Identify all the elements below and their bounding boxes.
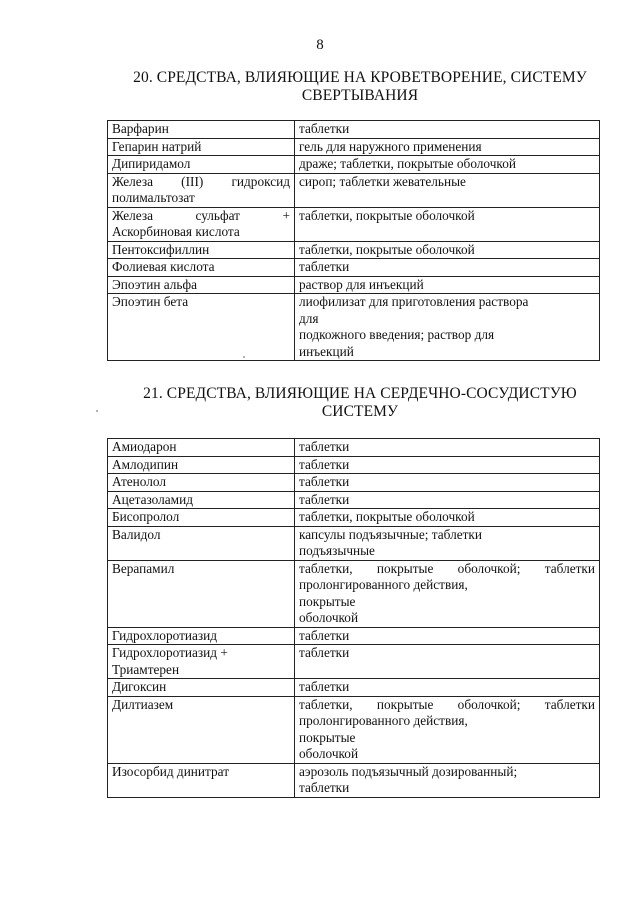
dosage-form-line: таблетки <box>299 474 350 489</box>
drug-name-line: Эпоэтин бета <box>112 294 189 309</box>
table-row <box>108 207 600 241</box>
drug-name-line: Железа (III) гидроксид <box>112 173 290 189</box>
dosage-form-line: аэрозоль подъязычный дозированный; <box>299 763 518 779</box>
dosage-form-cell <box>295 491 600 509</box>
section-20-table-body <box>108 121 600 361</box>
table-row <box>108 491 600 509</box>
dosage-form-line: таблетки <box>299 679 350 694</box>
dosage-form-line: сироп; таблетки жевательные <box>299 173 466 189</box>
drug-name-cell <box>108 138 295 156</box>
drug-name-cell <box>108 763 295 797</box>
section-21-heading <box>110 385 610 421</box>
drug-name-cell <box>108 207 295 241</box>
dosage-form-line: таблетки, покрытые оболочкой <box>299 207 475 223</box>
dosage-form-line: таблетки <box>299 121 350 136</box>
dosage-form-cell <box>295 138 600 156</box>
dosage-form-cell <box>295 474 600 492</box>
dosage-form-cell <box>295 241 600 259</box>
drug-name-line: полимальтозат <box>112 190 195 205</box>
table-row <box>108 474 600 492</box>
table-row <box>108 439 600 457</box>
dosage-form-cell <box>295 439 600 457</box>
dosage-form-cell <box>295 121 600 139</box>
drug-name-line: Амиодарон <box>112 439 177 454</box>
dosage-form-cell <box>295 526 600 560</box>
section-21-title-line1: 21. СРЕДСТВА, ВЛИЯЮЩИЕ НА СЕРДЕЧНО-СОСУДИСТУЮ <box>143 385 577 402</box>
table-row <box>108 121 600 139</box>
dosage-form-cell <box>295 156 600 174</box>
drug-name-cell <box>108 526 295 560</box>
drug-name-cell <box>108 259 295 277</box>
drug-name-cell <box>108 509 295 527</box>
table-row <box>108 645 600 679</box>
drug-name-cell <box>108 156 295 174</box>
dosage-form-line: таблетки <box>299 259 350 274</box>
drug-name-line: Бисопролол <box>112 509 180 524</box>
drug-name-cell <box>108 276 295 294</box>
drug-name-line: Ацетазоламид <box>112 491 193 507</box>
dosage-form-cell <box>295 696 600 763</box>
dosage-form-line: оболочкой <box>299 610 359 625</box>
dosage-form-line: таблетки <box>299 645 350 660</box>
drug-name-line: Гидрохлоротиазид <box>112 627 218 643</box>
drug-name-cell <box>108 560 295 627</box>
drug-name-cell <box>108 241 295 259</box>
drug-name-line: Верапамил <box>112 560 175 576</box>
drug-name-line: Дигоксин <box>112 679 167 694</box>
table-row <box>108 156 600 174</box>
table-row <box>108 509 600 527</box>
table-row <box>108 526 600 560</box>
dosage-form-line: подъязычные <box>299 543 375 558</box>
dosage-form-line: лиофилизат для приготовления раствора <box>299 294 529 309</box>
dosage-form-cell <box>295 294 600 361</box>
dosage-form-line: таблетки, покрытые оболочкой; таблетки <box>299 696 595 712</box>
dosage-form-line: инъекций <box>299 343 354 359</box>
drug-name-line: Триамтерен <box>112 661 180 677</box>
drug-name-cell <box>108 645 295 679</box>
page-number: 8 <box>316 37 324 53</box>
table-row <box>108 276 600 294</box>
dosage-form-line: пролонгированного действия, <box>299 577 468 592</box>
section-21-table <box>107 438 600 798</box>
drug-name-line: Гепарин натрий <box>112 138 202 154</box>
drug-name-cell <box>108 474 295 492</box>
table-row <box>108 456 600 474</box>
dosage-form-line: покрытые <box>299 729 356 745</box>
section-20-table <box>107 120 600 361</box>
drug-name-cell <box>108 173 295 207</box>
dosage-form-line: драже; таблетки, покрытые оболочкой <box>299 156 516 171</box>
drug-name-line: Фолиевая кислота <box>112 259 215 274</box>
drug-name-cell <box>108 491 295 509</box>
table-row <box>108 560 600 627</box>
dosage-form-line: подкожного введения; раствор для <box>299 327 495 342</box>
dosage-form-line: таблетки <box>299 780 350 795</box>
dosage-form-cell <box>295 627 600 645</box>
table-row <box>108 259 600 277</box>
dosage-form-cell <box>295 645 600 679</box>
drug-name-cell <box>108 121 295 139</box>
drug-name-line: Пентоксифиллин <box>112 241 210 257</box>
drug-name-cell <box>108 294 295 361</box>
dosage-form-line: таблетки <box>299 627 350 643</box>
dosage-form-line: пролонгированного действия, <box>299 713 468 728</box>
dosage-form-line: таблетки <box>299 491 350 507</box>
dosage-form-line: таблетки <box>299 456 350 472</box>
drug-name-line: Железа сульфат + <box>112 207 290 223</box>
scan-speck <box>96 410 98 412</box>
drug-name-line: Эпоэтин альфа <box>112 276 198 292</box>
drug-name-line: Амлодипин <box>112 456 179 472</box>
dosage-form-cell <box>295 560 600 627</box>
table-row <box>108 241 600 259</box>
drug-name-cell <box>108 679 295 697</box>
drug-name-line: Изосорбид динитрат <box>112 763 230 779</box>
drug-name-cell <box>108 456 295 474</box>
drug-name-cell <box>108 627 295 645</box>
drug-name-line: Аскорбиновая кислота <box>112 224 240 239</box>
dosage-form-line: капсулы подъязычные; таблетки <box>299 526 483 542</box>
drug-name-cell <box>108 696 295 763</box>
drug-name-line: Дипиридамол <box>112 156 191 171</box>
dosage-form-cell <box>295 509 600 527</box>
scan-speck <box>243 356 245 358</box>
section-21-title-line2: СИСТЕМУ <box>321 403 399 420</box>
table-row <box>108 294 600 361</box>
table-row <box>108 627 600 645</box>
drug-name-line: Валидол <box>112 526 161 542</box>
dosage-form-line: раствор для инъекций <box>299 276 424 292</box>
dosage-form-cell <box>295 456 600 474</box>
section-21-table-body <box>108 439 600 798</box>
table-row <box>108 138 600 156</box>
dosage-form-line: оболочкой <box>299 746 359 761</box>
dosage-form-line: таблетки, покрытые оболочкой <box>299 241 475 257</box>
table-row <box>108 696 600 763</box>
section-20-heading <box>110 69 610 105</box>
drug-name-cell <box>108 439 295 457</box>
dosage-form-line: таблетки <box>299 439 350 454</box>
section-20-title-line1: 20. СРЕДСТВА, ВЛИЯЮЩИЕ НА КРОВЕТВОРЕНИЕ, СИСТЕМУ <box>133 69 587 86</box>
dosage-form-cell <box>295 207 600 241</box>
dosage-form-cell <box>295 173 600 207</box>
dosage-form-line: гель для наружного применения <box>299 138 482 154</box>
table-row <box>108 763 600 797</box>
dosage-form-line: таблетки, покрытые оболочкой <box>299 509 475 524</box>
drug-name-line: Варфарин <box>112 121 169 136</box>
table-row <box>108 679 600 697</box>
dosage-form-cell <box>295 679 600 697</box>
drug-name-line: Дилтиазем <box>112 696 174 712</box>
dosage-form-cell <box>295 259 600 277</box>
dosage-form-line: для <box>299 310 319 326</box>
drug-name-line: Гидрохлоротиазид + <box>112 645 228 660</box>
table-row <box>108 173 600 207</box>
dosage-form-line: таблетки, покрытые оболочкой; таблетки <box>299 560 595 576</box>
dosage-form-line: покрытые <box>299 593 356 609</box>
dosage-form-cell <box>295 763 600 797</box>
dosage-form-cell <box>295 276 600 294</box>
drug-name-line: Атенолол <box>112 474 166 489</box>
section-20-title-line2: СВЕРТЫВАНИЯ <box>301 87 419 104</box>
